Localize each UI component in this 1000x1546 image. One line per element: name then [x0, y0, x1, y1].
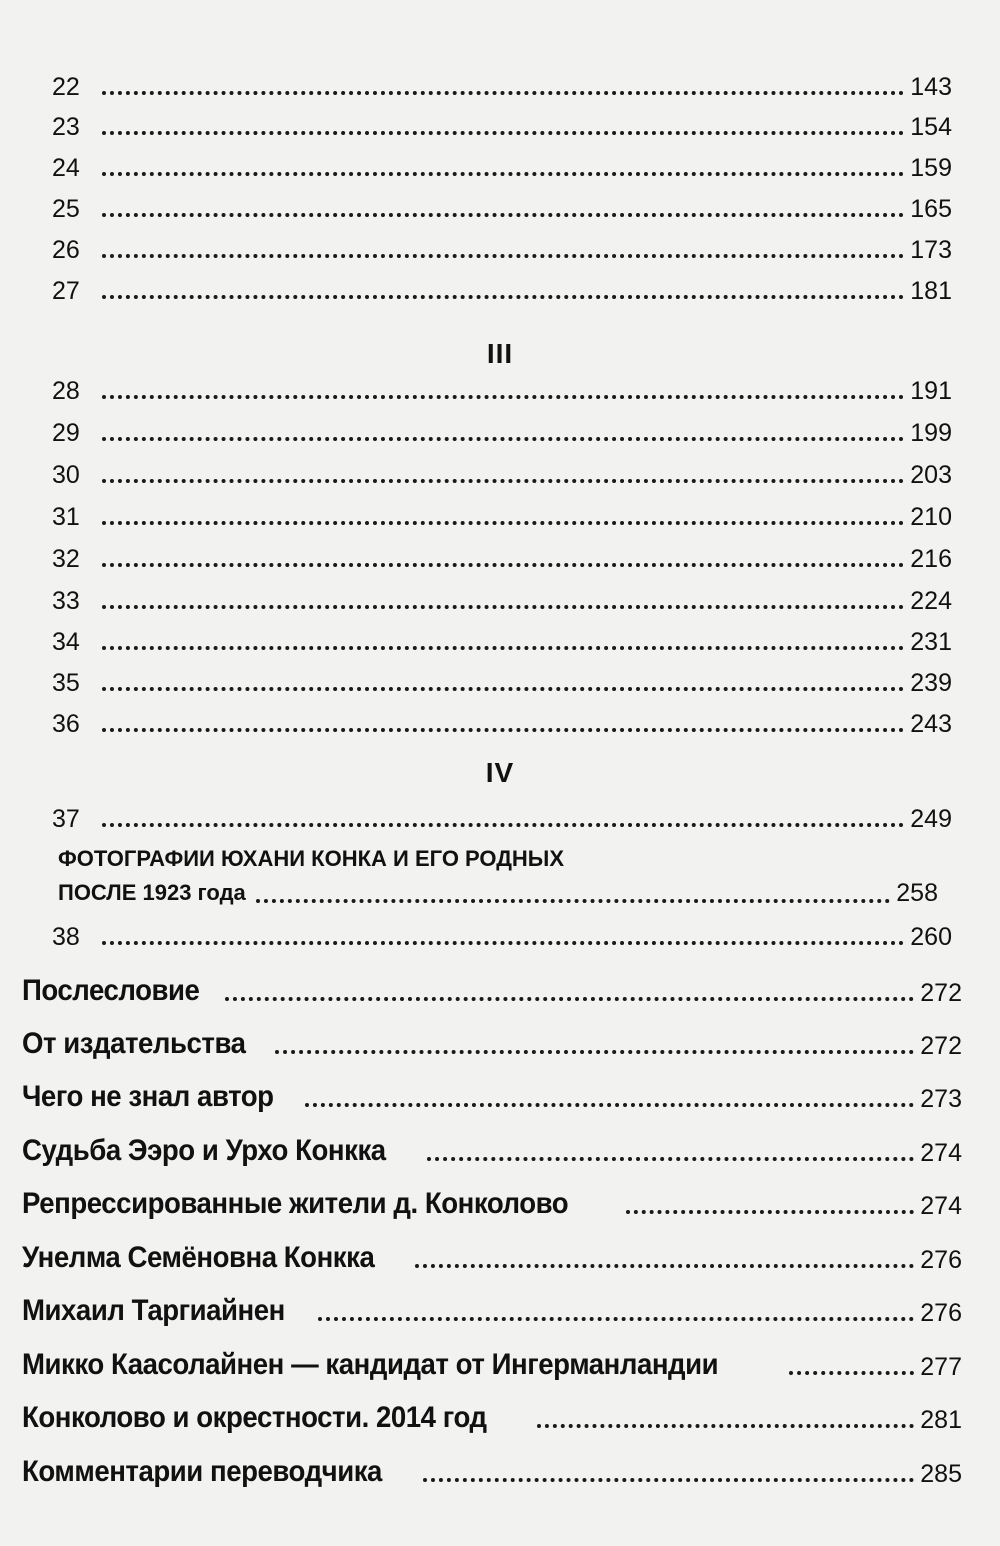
- dot-leader: [275, 1050, 914, 1054]
- dot-leader: [102, 395, 904, 399]
- page-number: 210: [910, 503, 952, 531]
- chapter-number: 25: [52, 195, 80, 223]
- chapter-number: 38: [52, 923, 80, 951]
- toc-entry: [52, 582, 952, 616]
- toc-entry: [52, 190, 952, 224]
- section-title: Послесловие: [22, 974, 200, 1007]
- toc-entry-photos: [58, 842, 938, 910]
- section-title: Конколово и окрестности. 2014 год: [22, 1401, 487, 1434]
- toc-entry: [52, 664, 952, 698]
- toc-section-entry: [22, 1342, 962, 1382]
- dot-leader: [102, 479, 904, 483]
- section-title: Михаил Таргиайнен: [22, 1294, 285, 1327]
- toc-entry: [52, 498, 952, 532]
- page-number: 239: [910, 669, 952, 697]
- page-number: 276: [920, 1299, 962, 1327]
- toc-entry: [52, 272, 952, 306]
- page-number: 272: [920, 979, 962, 1007]
- page-number: 159: [910, 154, 952, 182]
- toc-section-entry: [22, 1288, 962, 1328]
- page-number: 224: [910, 587, 952, 615]
- toc-section-entry: [22, 1074, 962, 1114]
- dot-leader: [102, 131, 904, 135]
- chapter-number: 31: [52, 503, 80, 531]
- dot-leader: [102, 563, 904, 567]
- chapter-number: 36: [52, 710, 80, 738]
- dot-leader: [626, 1210, 915, 1214]
- chapter-number: 34: [52, 628, 80, 656]
- page-number: 276: [920, 1246, 962, 1274]
- toc-entry: [52, 800, 952, 834]
- toc-entry: [52, 231, 952, 265]
- page-number: 258: [896, 879, 938, 907]
- toc-section-entry: [22, 1021, 962, 1061]
- dot-leader: [305, 1103, 914, 1107]
- page-number: 181: [910, 277, 952, 305]
- dot-leader: [102, 646, 904, 650]
- page-number: 273: [920, 1085, 962, 1113]
- dot-leader: [102, 823, 904, 827]
- chapter-number: 26: [52, 236, 80, 264]
- toc-entry: [52, 623, 952, 657]
- section-title: Судьба Ээро и Урхо Конкка: [22, 1134, 386, 1167]
- chapter-number: 30: [52, 461, 80, 489]
- toc-entry: [52, 540, 952, 574]
- page-number: 216: [910, 545, 952, 573]
- part-heading: IV: [485, 757, 515, 788]
- dot-leader: [415, 1264, 914, 1268]
- page-number: 272: [920, 1032, 962, 1060]
- dot-leader: [427, 1157, 914, 1161]
- page-number: 260: [910, 923, 952, 951]
- page-number: 274: [920, 1192, 962, 1220]
- page-number: 277: [920, 1353, 962, 1381]
- dot-leader: [102, 605, 904, 609]
- chapter-number: 23: [52, 113, 80, 141]
- page-number: 165: [910, 195, 952, 223]
- dot-leader: [256, 899, 891, 903]
- dot-leader: [537, 1424, 914, 1428]
- dot-leader: [102, 687, 904, 691]
- section-title: Репрессированные жители д. Конколово: [22, 1187, 569, 1220]
- dot-leader: [102, 521, 904, 525]
- dot-leader: [789, 1371, 915, 1375]
- chapter-number: 27: [52, 277, 80, 305]
- dot-leader: [102, 254, 904, 258]
- page-number: 281: [920, 1406, 962, 1434]
- photos-title-line2-row: [58, 876, 938, 910]
- toc-section-entry: [22, 1395, 962, 1435]
- section-title: Унелма Семёновна Конкка: [22, 1241, 375, 1274]
- chapter-number: 35: [52, 669, 80, 697]
- toc-section-entry: [22, 968, 962, 1008]
- chapter-number: 37: [52, 805, 80, 833]
- page-number: 154: [910, 113, 952, 141]
- chapter-number: 29: [52, 419, 80, 447]
- toc-section-entry: [22, 1449, 962, 1489]
- toc-entry: [52, 372, 952, 406]
- toc-entry: [52, 68, 952, 102]
- page-number: 231: [910, 628, 952, 656]
- dot-leader: [102, 172, 904, 176]
- dot-leader: [423, 1478, 914, 1482]
- page-number: 173: [910, 236, 952, 264]
- page-number: 274: [920, 1139, 962, 1167]
- photos-title-line2: ПОСЛЕ 1923 года: [58, 880, 246, 905]
- dot-leader: [318, 1317, 915, 1321]
- section-title: От издательства: [22, 1027, 246, 1060]
- section-title: Микко Каасолайнен — кандидат от Ингерманландии: [22, 1348, 719, 1381]
- chapter-number: 28: [52, 377, 80, 405]
- chapter-number: 33: [52, 587, 80, 615]
- toc-section-entry: [22, 1235, 962, 1275]
- dot-leader: [102, 728, 904, 732]
- dot-leader: [102, 941, 904, 945]
- toc-section-entry: [22, 1128, 962, 1168]
- toc-entry: [52, 705, 952, 739]
- page-number: 203: [910, 461, 952, 489]
- dot-leader: [102, 213, 904, 217]
- chapter-number: 22: [52, 73, 80, 101]
- page-number: 285: [920, 1460, 962, 1488]
- chapter-number: 24: [52, 154, 80, 182]
- toc-entry: [52, 456, 952, 490]
- toc-entry: [52, 108, 952, 142]
- dot-leader: [102, 91, 904, 95]
- section-title: Комментарии переводчика: [22, 1455, 382, 1488]
- toc-entry: [52, 918, 952, 952]
- toc-entry: [52, 414, 952, 448]
- photos-title-line1: ФОТОГРАФИИ ЮХАНИ КОНКА И ЕГО РОДНЫХ: [58, 846, 565, 871]
- toc-section-entry: [22, 1181, 962, 1221]
- page-number: 249: [910, 805, 952, 833]
- page-number: 143: [910, 73, 952, 101]
- page-number: 243: [910, 710, 952, 738]
- dot-leader: [102, 295, 904, 299]
- page-number: 199: [910, 419, 952, 447]
- chapter-number: 32: [52, 545, 80, 573]
- section-title: Чего не знал автор: [22, 1080, 274, 1113]
- part-heading: III: [486, 338, 514, 369]
- dot-leader: [225, 997, 914, 1001]
- page-number: 191: [910, 377, 952, 405]
- toc-entry: [52, 149, 952, 183]
- dot-leader: [102, 437, 904, 441]
